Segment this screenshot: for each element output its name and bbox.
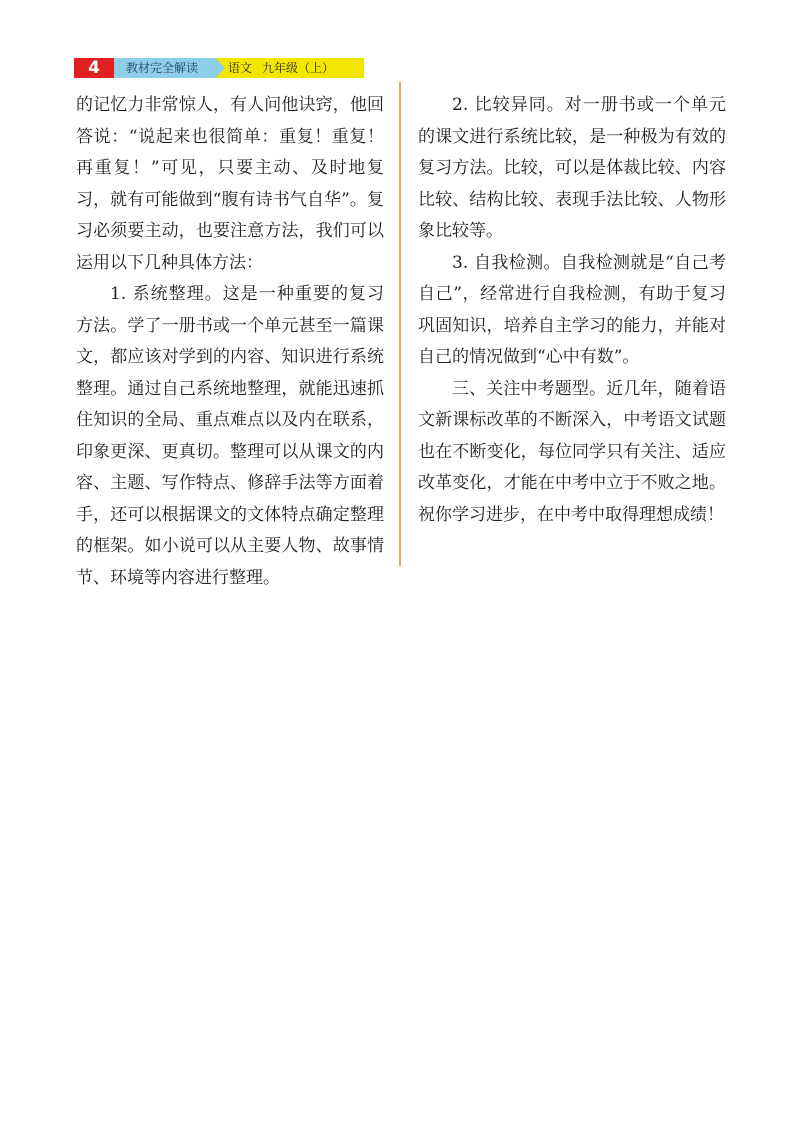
page-header (74, 58, 364, 78)
subject-grade (216, 58, 364, 78)
column-divider (399, 82, 401, 566)
page-number: 4 (74, 58, 114, 78)
left-column (76, 90, 384, 594)
header-band (114, 58, 364, 78)
right-paragraph-self-test: 3. 自我检测。自我检测就是“自己考自己”，经常进行自我检测，有助于复习巩固知识，培养自主学习的能力，并能对自己的情况做到“心中有数”。 (418, 252, 726, 367)
header-chevron (216, 58, 225, 78)
subject-label: 语文 (228, 61, 253, 75)
left-paragraph-continuation: 的记忆力非常惊人，有人问他诀窍，他回答说：“说起来也很简单：重复！重复！再重复！”可见，只要主动、及时地复习，就有可能做到“腹有诗书气自华”。复习必须要主动，也要注意方法，我们可以运用以下几种具体方法： (76, 95, 384, 273)
right-column (418, 90, 726, 531)
right-paragraph-exam-types: 三、关注中考题型。近几年，随着语文新课标改革的不断深入，中考语文试题也在不断变化，每位同学只有关注、适应改革变化，才能在中考中立于不败之地。祝你学习进步，在中考中取得理想成绩！ (418, 378, 726, 525)
grade-label: 九年级（上） (262, 61, 335, 75)
book-title: 教材完全解读 (114, 58, 216, 78)
right-paragraph-compare: 2. 比较异同。对一册书或一个单元的课文进行系统比较，是一种极为有效的复习方法。比较，可以是体裁比较、内容比较、结构比较、表现手法比较、人物形象比较等。 (418, 95, 726, 241)
left-paragraph-system-organize: 1. 系统整理。这是一种重要的复习方法。学了一册书或一个单元甚至一篇课文，都应该对学到的内容、知识进行系统整理。通过自己系统地整理，就能迅速抓住知识的全局、重点难点以及内在联系，印象更深、更真切。整理可以从课文的内容、主题、写作特点、修辞手法等方面着手，还可以根据课文的文体特点确定整理的框架。如小说可以从主要人物、故事情节、环境等内容进行整理。 (76, 284, 384, 588)
